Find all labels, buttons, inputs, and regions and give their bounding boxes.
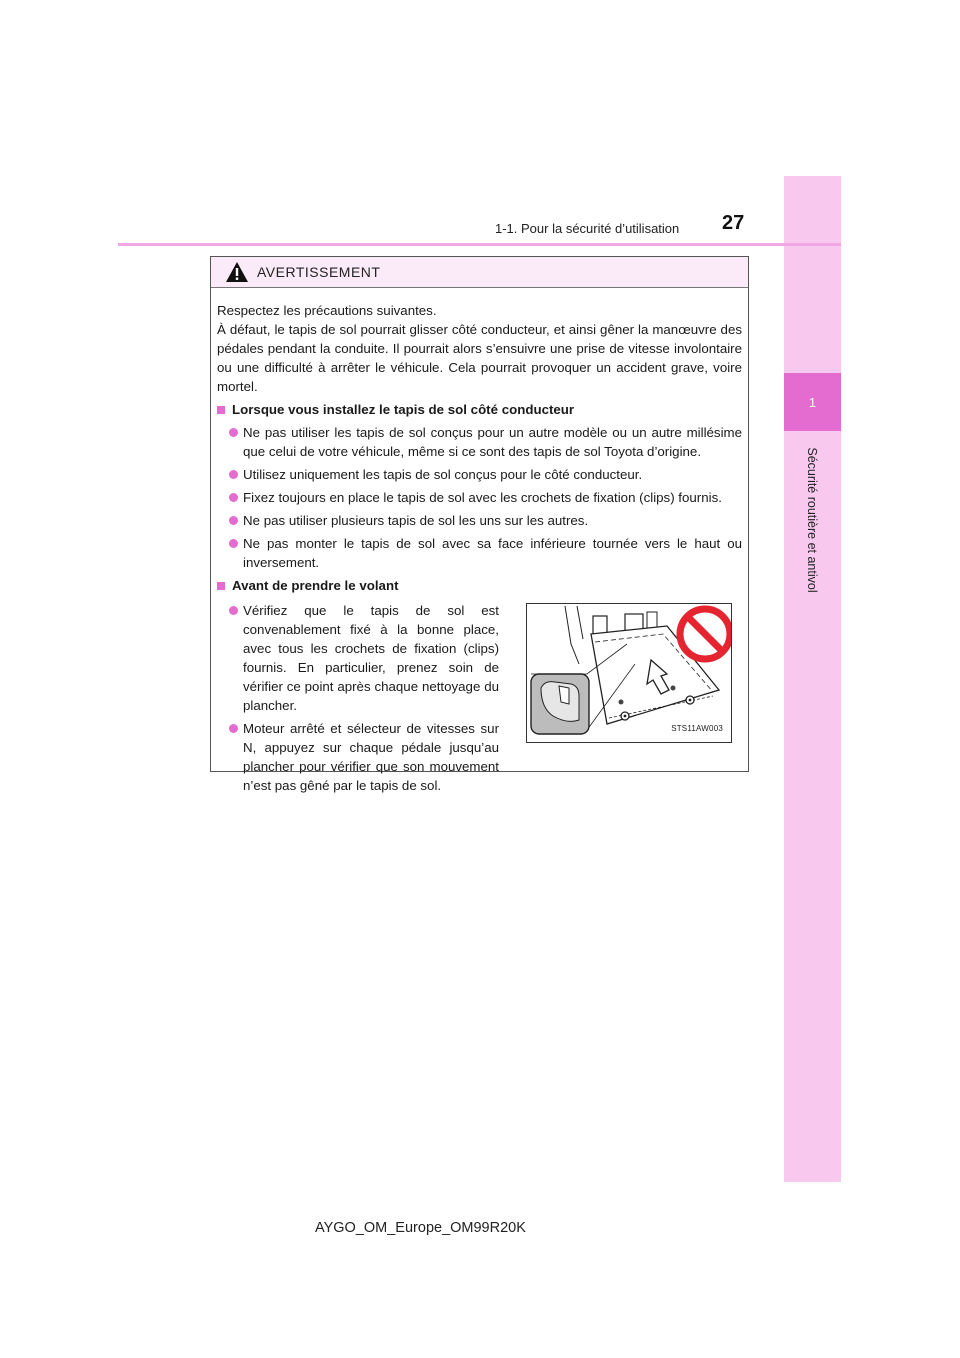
warning-triangle-icon: [225, 261, 249, 283]
chapter-number-tab: 1: [784, 373, 841, 431]
bullets-column: [217, 601, 499, 799]
list-item-text: Ne pas utiliser les tapis de sol conçus pour un autre modèle ou un autre millésime que celui de votre véhicule, même si ce sont des tapis de sol Toyota d’origine.: [243, 425, 742, 459]
bullet-dot-icon: [229, 470, 238, 479]
list-item: [217, 465, 742, 484]
square-bullet-icon: [217, 406, 225, 414]
warning-body: [211, 288, 748, 799]
list-item-text: Ne pas monter le tapis de sol avec sa face inférieure tournée vers le haut ou inversement.: [243, 536, 742, 570]
chapter-title-vertical: Sécurité routière et antivol: [805, 447, 819, 593]
list-item: [217, 534, 742, 572]
header-rule: [118, 243, 841, 246]
section-with-illustration: [217, 601, 742, 799]
bullet-dot-icon: [229, 724, 238, 733]
bullet-dot-icon: [229, 606, 238, 615]
section-heading-installation: [217, 400, 742, 419]
list-item-text: Ne pas utiliser plusieurs tapis de sol les uns sur les autres.: [243, 513, 589, 528]
intro-line-1: Respectez les précautions suivantes.: [217, 303, 437, 318]
page-number: 27: [722, 212, 745, 234]
list-item: [217, 488, 742, 507]
list-item: [217, 511, 742, 530]
warning-header: [211, 257, 748, 288]
illustration-code: STS11AW003: [671, 724, 723, 733]
bullet-dot-icon: [229, 493, 238, 502]
square-bullet-icon: [217, 582, 225, 590]
section-heading-before-driving: [217, 576, 742, 595]
warning-title: AVERTISSEMENT: [257, 264, 381, 280]
bullet-dot-icon: [229, 516, 238, 525]
section-heading-text: Avant de prendre le volant: [232, 578, 399, 593]
section-heading-text: Lorsque vous installez le tapis de sol côté conducteur: [232, 402, 575, 417]
list-item: [217, 601, 499, 715]
list-item-text: Vérifiez que le tapis de sol est convenablement fixé à la bonne place, avec tous les crochets de fixation (clips) fournis. En particulier, prenez soin de vérifier ce point après chaque nettoyage du plancher.: [243, 603, 499, 713]
list-item: [217, 423, 742, 461]
list-item-text: Fixez toujours en place le tapis de sol avec les crochets de fixation (clips) fournis.: [243, 490, 722, 505]
list-item: [217, 719, 499, 795]
bullet-dot-icon: [229, 428, 238, 437]
section-header: 1-1. Pour la sécurité d’utilisation: [495, 221, 680, 236]
document-code: AYGO_OM_Europe_OM99R20K: [315, 1220, 526, 1236]
bullet-dot-icon: [229, 539, 238, 548]
floor-mat-illustration: [526, 603, 732, 743]
list-item-text: Moteur arrêté et sélecteur de vitesses sur N, appuyez sur chaque pédale jusqu’au plancher pour vérifier que son mouvement n’est pas gêné par le tapis de sol.: [243, 721, 499, 793]
list-item-text: Utilisez uniquement les tapis de sol conçus pour le côté conducteur.: [243, 467, 643, 482]
warning-box: [210, 256, 749, 793]
prohibition-icon: [680, 609, 730, 659]
intro-paragraph: À défaut, le tapis de sol pourrait glisser côté conducteur, et ainsi gêner la manœuvre des pédales pendant la conduite. Il pourrait alors s’ensuivre une prise de vitesse involontaire ou une difficulté à arrêter le véhicule. Cela pourrait provoquer un accident grave, voire mortel.: [217, 322, 742, 394]
chapter-side-tab: [784, 176, 841, 1182]
